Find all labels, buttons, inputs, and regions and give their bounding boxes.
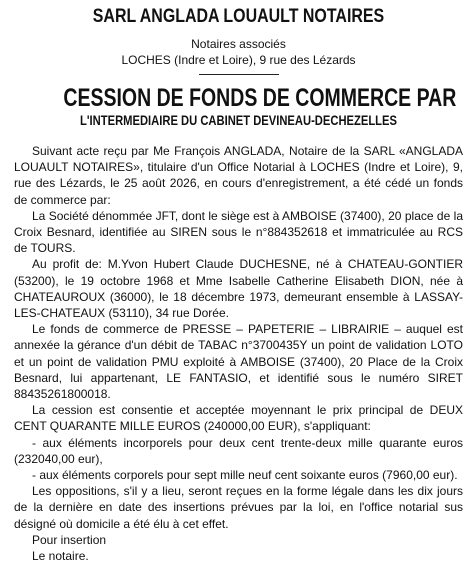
- closing-line: Pour insertion: [32, 532, 107, 547]
- paragraph-deed: Suivant acte reçu par Me François ANGLADA, Notaire de la SARL «ANGLADA LOUAULT NOTAIRES», titulaire d'un Office Notarial à LOCHES (Indre et Loire), 9, rue des Lézards, le 25 août 2026, en cours d'enregistrement, a été cédé un fonds de commerce par:: [14, 144, 463, 207]
- notice-subtitle: L'INTERMEDIAIRE DU CABINET DEVINEAU-DECHEZELLES: [80, 112, 397, 128]
- paragraph-tangible: - aux éléments corporels pour sept mille neuf cent soixante euros (7960,00 eur).: [32, 468, 458, 483]
- paragraph-price: La cession est consentie et acceptée moyennant le prix principal de DEUX CENT QUARANTE MILLE EUROS (240000,00 EUR), s'appliquant:: [14, 403, 463, 434]
- divider: [199, 74, 279, 75]
- signature-line: Le notaire.: [32, 549, 89, 564]
- notice-body: [14, 143, 463, 564]
- paragraph-business: Le fonds de commerce de PRESSE – PAPETERIE – LIBRAIRIE – auquel est annexée la gérance d'un débit de TABAC n°3700435Y un point de validation LOTO et un point de validation PMU exploité à AMBOISE (37400), 20 Place de la Croix Besnard, lui appartenant, LE FANTASIO, et identifié sous le numéro SIRET 88435261800018.: [14, 322, 463, 402]
- firm-name: SARL ANGLADA LOUAULT NOTAIRES: [92, 6, 385, 27]
- paragraph-buyer: Au profit de: M.Yvon Hubert Claude DUCHESNE, né à CHATEAU-GONTIER (53200), le 19 octobre 1968 et Mme Isabelle Catherine Elisabeth DION, née à CHATEAUROUX (36000), le 18 décembre 1973, demeurant ensemble à LASSAY-LES-CHATEAUX (53110), 34 rue Dorée.: [14, 257, 463, 321]
- paragraph-intangible: - aux éléments incorporels pour deux cent trente-deux mille quarante euros (232040,00 eur),: [14, 435, 463, 466]
- associates-line: Notaires associés: [191, 37, 286, 51]
- paragraph-oppositions: Les oppositions, s'il y a lieu, seront reçues en la forme légale dans les dix jours de la dernière en date des insertions prévues par la loi, en l'office notarial sus désigné où domicile a été élu à cet effet.: [14, 484, 463, 531]
- address-line: LOCHES (Indre et Loire), 9 rue des Lézards: [121, 53, 356, 67]
- paragraph-seller: La Société dénommée JFT, dont le siège est à AMBOISE (37400), 20 place de la Croix Besnard, identifiée au SIREN sous le n°884352618 et immatriculée au RCS de TOURS.: [14, 208, 463, 256]
- notice-title: CESSION DE FONDS DE COMMERCE PAR: [63, 84, 457, 112]
